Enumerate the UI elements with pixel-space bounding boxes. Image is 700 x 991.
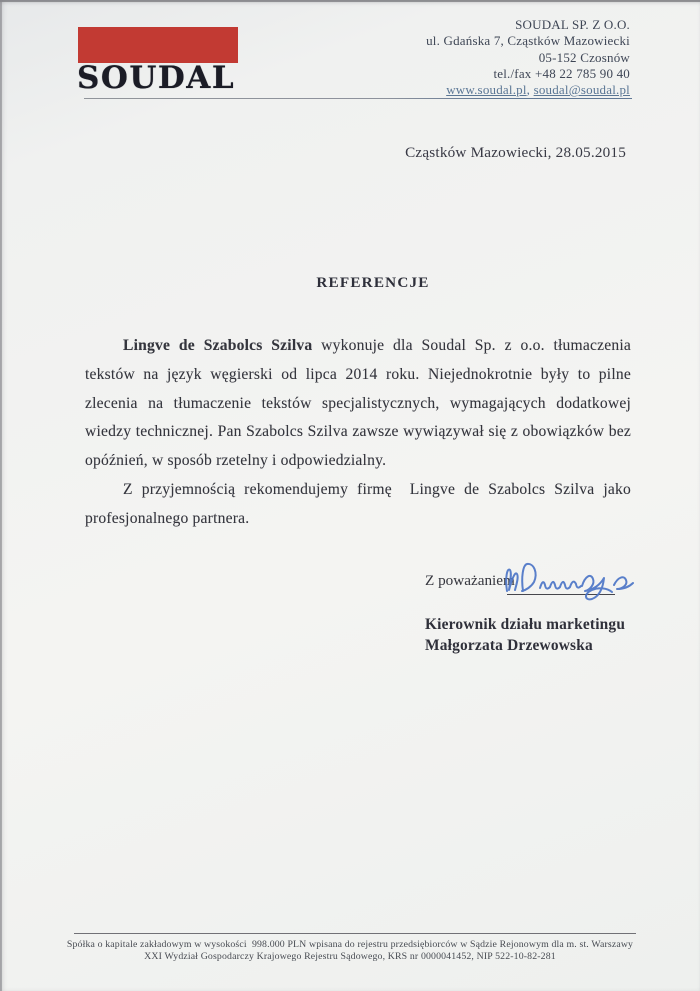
footer-divider [74, 933, 636, 934]
email-link: soudal@soudal.pl [533, 82, 630, 98]
company-address-block [426, 17, 630, 98]
company-name: SOUDAL SP. Z O.O. [515, 17, 630, 32]
footer-legal-line-1: Spółka o kapitale zakładowym w wysokości 998.000 PLN wpisana do rejestru przedsiębiorców w Sądzie Rejonowym dla m. st. Warszawy [66, 939, 634, 950]
soudal-logo-bar [78, 27, 238, 63]
letter-body [85, 332, 631, 534]
scan-edge-left [0, 0, 2, 991]
soudal-logo-text: SOUDAL [77, 60, 236, 96]
signer-title: Kierownik działu marketingu [425, 616, 626, 633]
contact-links-line [426, 82, 630, 98]
link-separator: , [526, 82, 534, 98]
phone-line: tel./fax +48 22 785 90 40 [493, 65, 630, 81]
dateline: Cząstków Mazowiecki, 28.05.2015 [405, 144, 626, 161]
website-link: www.soudal.pl [446, 82, 527, 98]
address-street: ul. Gdańska 7, Cząstków Mazowiecki [426, 33, 630, 49]
signer-name: Małgorzata Drzewowska [425, 637, 593, 654]
address-city: 05-152 Czosnów [538, 49, 630, 65]
scan-edge-top [0, 0, 700, 2]
body-paragraph-1 [85, 332, 631, 476]
handwritten-signature [498, 555, 638, 605]
footer-legal-block [30, 939, 670, 964]
footer-legal-line-2: XXI Wydział Gospodarczy Krajowego Rejestru Sądowego, KRS nr 0000041452, NIP 522-10-82-281 [144, 951, 556, 963]
letter-title: REFERENCJE [316, 274, 430, 291]
recommended-company-name: Lingve de Szabolcs Szilva [123, 337, 313, 354]
salutation: Z poważaniem [425, 572, 515, 589]
body-paragraph-2: Z przyjemnością rekomendujemy firmę Lingve de Szabolcs Szilva jako profesjonalnego partnera. [85, 480, 631, 527]
paragraph-1-text: wykonuje dla Soudal Sp. z o.o. tłumaczenia tekstów na język węgierski od lipca 2014 roku. Niejednokrotnie były to pilne zlecenia na tłumaczenie tekstów specjalistycznych, wymagających dodatkowej wiedzy technicznej. Pan Szabolcs Szilva zawsze wywiązywał się z obowiązków bez opóźnień, w sposób rzetelny i odpowiedzialny. [85, 337, 631, 470]
